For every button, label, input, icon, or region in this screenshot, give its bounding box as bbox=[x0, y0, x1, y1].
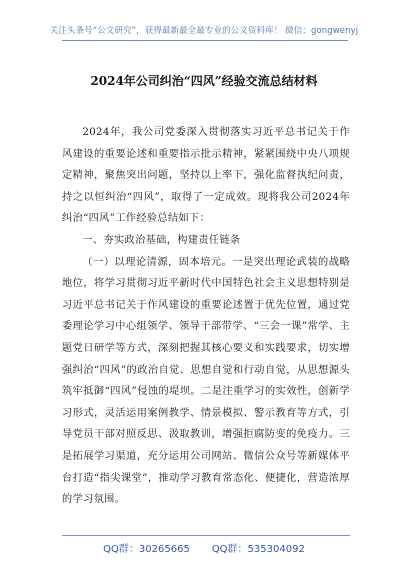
footer-qq-group-1: QQ群：30265665 bbox=[103, 544, 190, 555]
intro-paragraph: 2024年，我公司党委深入贯彻落实习近平总书记关于作风建设的重要论述和重要指示批示精神，紧紧围绕中央八项规定精神，聚焦突出问题，坚持以上率下，强化监督执纪问责，持之以恒纠治“四风”，取得了一定成效。现将我公司2024年纠治“四风”工作经验总结如下： bbox=[62, 127, 350, 225]
document-body bbox=[62, 114, 350, 511]
header-divider bbox=[62, 40, 348, 41]
section-heading: 一、夯实政治基础，构建责任链条 bbox=[82, 234, 241, 246]
footer-divider bbox=[62, 535, 350, 536]
section-paragraph: （一）以理论清源，固本培元。一是突出理论武装的战略地位，将学习贯彻习近平新时代中国特色社会主义思想特别是习近平总书记关于作风建设的重要论述置于优先位置，通过党委理论学习中心组领学、领导干部带学、“三会一课”常学、主题党日研学等方式，深刻把握其核心要义和实践要求，切实增强纠治“四风”的政治自觉、思想自觉和行动自觉，从思想源头筑牢抵御“四风”侵蚀的堤坝。二是注重学习的实效性，创新学习形式，灵活运用案例教学、情景模拟、警示教育等方式，引导党员干部对照反思、汲取教训，增强拒腐防变的免疫力。三是拓展学习渠道，充分运用公司网站、微信公众号等新媒体平台打造“指尖课堂”，推动学习教育常态化、便捷化，营造浓厚的学习氛围。 bbox=[62, 256, 350, 506]
document-title: 2024年公司纠治“四风”经验交流总结材料 bbox=[90, 74, 318, 88]
footer-qq-group-2: QQ群：535304092 bbox=[211, 544, 305, 555]
header-banner: 关注头条号“公文研究”，获得最新最全最专业的公文资料库！ 微信：gongwenyj bbox=[49, 26, 359, 36]
footer bbox=[0, 540, 408, 555]
